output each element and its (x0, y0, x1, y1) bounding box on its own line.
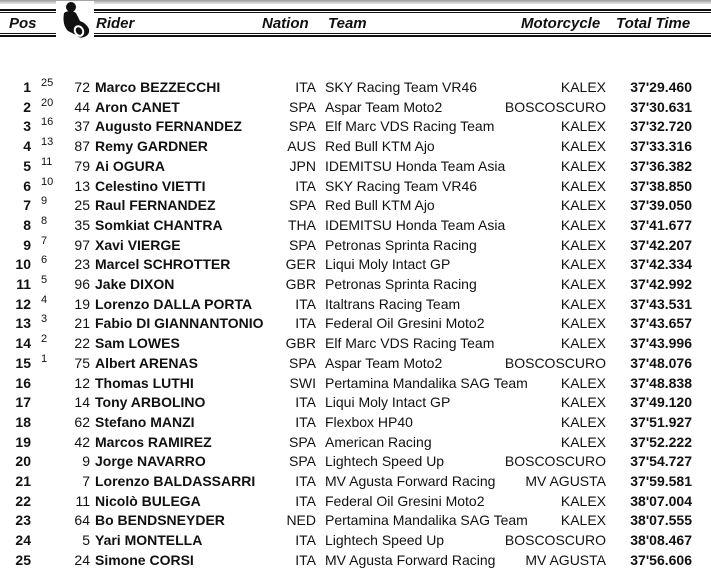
points: 3 (41, 313, 48, 326)
motorcycle-make: KALEX (560, 177, 606, 194)
rider-number: 21 (74, 315, 90, 332)
team-name: Federal Oil Gresini Moto2 (325, 492, 485, 509)
rider-name: Simone CORSI (95, 551, 194, 568)
nation-code: ITA (295, 551, 316, 568)
result-position: 1 (23, 79, 31, 95)
nation-code: GBR (285, 276, 316, 292)
rider-name: Augusto FERNANDEZ (95, 118, 242, 135)
team-name: Elf Marc VDS Racing Team (325, 118, 495, 135)
result-position: 19 (15, 433, 31, 450)
points: 25 (41, 77, 54, 89)
nation-code: AUS (287, 138, 316, 155)
rider-name: Stefano MANZI (95, 413, 195, 430)
motorcycle-make: KALEX (560, 335, 606, 352)
rider-name: Xavi VIERGE (95, 236, 181, 253)
rider-name: Marco BEZZECCHI (95, 79, 221, 95)
rider-number: 64 (74, 512, 90, 529)
team-name: Flexbox HP40 (325, 413, 413, 430)
motorcycle-make: BOSCOSCURO (504, 453, 606, 470)
points: 8 (41, 214, 48, 227)
rider-name: Nicolò BULEGA (95, 492, 201, 509)
result-position: 25 (15, 551, 31, 568)
rider-name: Lorenzo BALDASSARRI (95, 473, 256, 489)
team-name: American Racing (325, 433, 432, 450)
result-position: 7 (23, 197, 31, 214)
table-row (0, 275, 711, 295)
result-position: 2 (23, 98, 31, 115)
rider-name: Sam LOWES (95, 335, 180, 352)
motorcycle-make: KALEX (560, 492, 606, 509)
team-name: Federal Oil Gresini Moto2 (325, 315, 485, 332)
team-name: Italtrans Racing Team (325, 295, 461, 312)
rider-number: 7 (82, 473, 90, 489)
motorcycle-make: KALEX (560, 315, 606, 332)
rider-name: Somkiat CHANTRA (95, 216, 223, 233)
nation-code: ITA (295, 473, 316, 489)
points: 1 (41, 352, 48, 365)
total-time: 37'51.927 (630, 413, 692, 430)
table-row (0, 551, 711, 571)
points: 20 (41, 96, 54, 109)
table-row (0, 255, 711, 275)
motorcycle-make: BOSCOSCURO (504, 98, 606, 115)
nation-code: ITA (295, 79, 316, 95)
header-rider: Rider (96, 15, 135, 32)
team-name: Aspar Team Moto2 (325, 354, 443, 371)
header-team: Team (328, 15, 367, 32)
nation-code: NED (286, 512, 316, 529)
table-row (0, 492, 711, 512)
team-name: Red Bull KTM Ajo (325, 138, 435, 155)
team-name: Lightech Speed Up (325, 532, 445, 549)
result-position: 12 (15, 295, 31, 312)
points: 11 (41, 155, 53, 168)
table-row (0, 472, 711, 492)
nation-code: SWI (289, 374, 316, 391)
rider-name: Marcos RAMIREZ (95, 433, 212, 450)
motorcycle-make: KALEX (560, 394, 606, 411)
table-row (0, 334, 711, 354)
table-row (0, 216, 711, 236)
total-time: 37'49.120 (630, 394, 692, 411)
header-pos: Pos (9, 15, 37, 32)
rider-number: 44 (74, 98, 90, 115)
result-position: 18 (15, 413, 31, 430)
motorcycle-make: KALEX (560, 216, 606, 233)
team-name: IDEMITSU Honda Team Asia (325, 157, 506, 174)
header-rule-top (0, 9, 711, 11)
rider-number: 22 (74, 335, 90, 352)
result-position: 3 (23, 118, 31, 135)
team-name: Liqui Moly Intact GP (325, 394, 451, 411)
result-position: 11 (16, 276, 31, 292)
result-position: 10 (15, 256, 31, 273)
rider-number: 72 (74, 79, 90, 95)
table-row (0, 314, 711, 334)
nation-code: ITA (295, 492, 316, 509)
nation-code: SPA (289, 433, 316, 450)
header-motorcycle: Motorcycle (521, 15, 601, 32)
motorcycle-make: KALEX (560, 197, 606, 214)
table-row (0, 354, 711, 374)
table-row (0, 433, 711, 453)
rider-name: Thomas LUTHI (95, 374, 194, 391)
motorcycle-make: KALEX (560, 138, 606, 155)
table-row (0, 196, 711, 216)
nation-code: SPA (289, 118, 316, 135)
points: 5 (41, 274, 48, 286)
rider-number: 19 (74, 295, 90, 312)
motorcycle-make: BOSCOSCURO (504, 532, 606, 549)
result-position: 22 (15, 492, 31, 509)
top-shadow (0, 0, 711, 4)
rider-number: 14 (74, 394, 90, 411)
total-time: 37'52.222 (630, 433, 692, 450)
result-position: 9 (23, 236, 31, 253)
points: 4 (41, 293, 48, 306)
nation-code: SPA (289, 354, 316, 371)
team-name: SKY Racing Team VR46 (325, 79, 478, 95)
nation-code: ITA (295, 394, 316, 411)
motorcycle-make: KALEX (560, 295, 606, 312)
nation-code: JPN (289, 157, 316, 174)
team-name: Aspar Team Moto2 (325, 98, 443, 115)
nation-code: GER (285, 256, 316, 273)
rider-name: Aron CANET (95, 98, 180, 115)
nation-code: ITA (295, 177, 316, 194)
total-time: 38'08.467 (630, 532, 692, 549)
motorcycle-make: KALEX (560, 118, 606, 135)
rider-name: Yari MONTELLA (95, 532, 203, 549)
nation-code: SPA (289, 453, 316, 470)
team-name: Red Bull KTM Ajo (325, 197, 435, 214)
motorcycle-make: KALEX (560, 236, 606, 253)
table-row (0, 78, 711, 98)
rider-number: 96 (74, 276, 90, 292)
result-position: 13 (15, 315, 31, 332)
rider-name: Lorenzo DALLA PORTA (95, 295, 253, 312)
result-position: 8 (23, 216, 31, 233)
motorcycle-make: KALEX (560, 276, 606, 292)
rider-name: Jake DIXON (95, 276, 175, 292)
rider-number: 24 (74, 551, 90, 568)
motorcycle-make: BOSCOSCURO (504, 354, 606, 371)
rider-name: Raul FERNANDEZ (95, 197, 216, 214)
total-time: 37'38.850 (630, 177, 692, 194)
result-position: 20 (15, 453, 31, 470)
result-position: 16 (15, 374, 31, 391)
table-row (0, 157, 711, 177)
rider-number: 37 (74, 118, 90, 135)
team-name: MV Agusta Forward Racing (325, 473, 496, 489)
rider-number: 75 (74, 354, 90, 371)
result-position: 17 (15, 394, 31, 411)
points: 10 (41, 175, 54, 188)
motorcycle-make: KALEX (560, 374, 606, 391)
table-row (0, 413, 711, 433)
table-row (0, 531, 711, 551)
rider-name: Marcel SCHROTTER (95, 256, 231, 273)
rider-number: 11 (75, 492, 90, 509)
team-name: MV Agusta Forward Racing (325, 551, 496, 568)
result-position: 5 (23, 157, 31, 174)
result-position: 24 (15, 532, 31, 549)
motorcycle-make: KALEX (560, 256, 606, 273)
result-position: 6 (23, 177, 31, 194)
total-time: 37'42.207 (630, 236, 692, 253)
rider-name: Jorge NAVARRO (95, 453, 206, 470)
result-position: 23 (15, 512, 31, 529)
table-row (0, 511, 711, 531)
motorcycle-rider-icon (56, 1, 94, 41)
rider-number: 87 (74, 138, 90, 155)
team-name: Pertamina Mandalika SAG Team (325, 374, 528, 391)
nation-code: THA (288, 216, 316, 233)
table-row (0, 177, 711, 197)
total-time: 37'32.720 (630, 118, 692, 135)
table-row (0, 236, 711, 256)
table-row (0, 98, 711, 118)
motorcycle-make: MV AGUSTA (525, 473, 606, 489)
rider-name: Fabio DI GIANNANTONIO (95, 315, 264, 332)
team-name: Petronas Sprinta Racing (325, 236, 477, 253)
rider-number: 9 (82, 453, 90, 470)
rider-name: Bo BENDSNEYDER (95, 512, 225, 529)
total-time: 37'48.838 (630, 374, 692, 391)
rider-number: 79 (74, 157, 90, 174)
team-name: Lightech Speed Up (325, 453, 445, 470)
total-time: 37'42.992 (630, 276, 692, 292)
rider-number: 97 (74, 236, 90, 253)
result-position: 15 (15, 354, 31, 371)
rider-number: 62 (74, 413, 90, 430)
total-time: 37'59.581 (630, 473, 692, 489)
total-time: 37'33.316 (630, 138, 692, 155)
points: 13 (41, 136, 54, 149)
rider-number: 13 (74, 177, 90, 194)
motorcycle-make: KALEX (560, 433, 606, 450)
rider-name: Ai OGURA (95, 157, 165, 174)
header-total-time: Total Time (616, 15, 691, 32)
motorcycle-make: MV AGUSTA (525, 551, 606, 568)
rider-name: Celestino VIETTI (95, 177, 206, 194)
total-time: 37'39.050 (630, 197, 692, 214)
table-row (0, 117, 711, 137)
total-time: 37'42.334 (630, 256, 692, 273)
result-position: 14 (15, 335, 31, 352)
rider-number: 12 (74, 374, 90, 391)
total-time: 37'30.631 (630, 98, 692, 115)
total-time: 37'43.657 (630, 315, 692, 332)
table-row (0, 137, 711, 157)
team-name: Petronas Sprinta Racing (325, 276, 477, 292)
points: 16 (41, 116, 54, 129)
motorcycle-make: KALEX (560, 413, 606, 430)
nation-code: SPA (289, 197, 316, 214)
team-name: SKY Racing Team VR46 (325, 177, 478, 194)
total-time: 37'41.677 (630, 216, 692, 233)
nation-code: ITA (295, 315, 316, 332)
nation-code: ITA (295, 295, 316, 312)
points: 9 (41, 195, 48, 208)
rider-number: 35 (74, 216, 90, 233)
header-nation: Nation (262, 15, 309, 32)
motorcycle-make: KALEX (560, 79, 606, 95)
rider-number: 5 (82, 532, 90, 549)
team-name: Elf Marc VDS Racing Team (325, 335, 495, 352)
nation-code: SPA (289, 98, 316, 115)
points: 2 (41, 333, 48, 346)
motorcycle-make: KALEX (560, 512, 606, 529)
rider-number: 25 (74, 197, 90, 214)
rider-name: Tony ARBOLINO (95, 394, 206, 411)
motorcycle-make: KALEX (560, 157, 606, 174)
total-time: 38'07.555 (630, 512, 692, 529)
team-name: IDEMITSU Honda Team Asia (325, 216, 506, 233)
result-position: 21 (15, 473, 31, 489)
team-name: Pertamina Mandalika SAG Team (325, 512, 528, 529)
total-time: 37'36.382 (630, 157, 692, 174)
total-time: 37'48.076 (630, 354, 692, 371)
table-row (0, 295, 711, 315)
nation-code: ITA (295, 413, 316, 430)
table-row (0, 374, 711, 394)
total-time: 38'07.004 (630, 492, 692, 509)
table-row (0, 452, 711, 472)
total-time: 37'54.727 (630, 453, 692, 470)
header-rule-bottom (0, 35, 711, 37)
points: 7 (41, 234, 48, 247)
team-name: Liqui Moly Intact GP (325, 256, 451, 273)
total-time: 37'43.996 (630, 335, 692, 352)
rider-name: Albert ARENAS (95, 354, 198, 371)
total-time: 37'29.460 (630, 79, 692, 95)
rider-number: 42 (74, 433, 90, 450)
points: 6 (41, 254, 48, 267)
total-time: 37'43.531 (630, 295, 692, 312)
nation-code: ITA (295, 532, 316, 549)
result-position: 4 (23, 138, 31, 155)
nation-code: SPA (289, 236, 316, 253)
nation-code: GBR (285, 335, 316, 352)
table-row (0, 393, 711, 413)
rider-name: Remy GARDNER (95, 138, 208, 155)
total-time: 37'56.606 (630, 551, 692, 568)
rider-number: 23 (74, 256, 90, 273)
